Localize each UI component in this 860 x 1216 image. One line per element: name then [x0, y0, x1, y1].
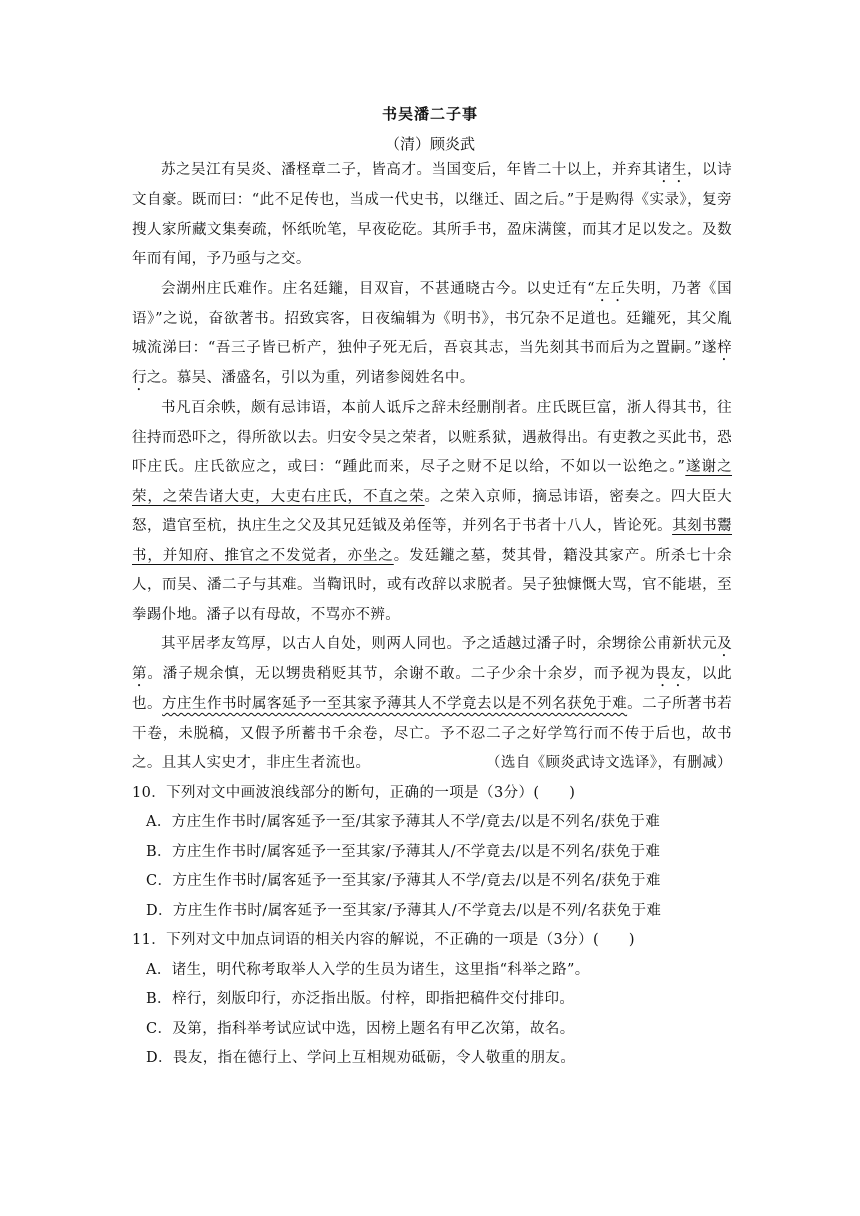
document-author: （清）顾炎武 [384, 135, 475, 153]
text-span: 会湖州庄氏难作。庄名廷鑨，目双盲，不甚通晓古今。以史迁有“ [161, 280, 595, 297]
text-span: 书凡百余帙，颇有忌讳语，本前人诋斥之辞未经删削者。庄氏既巨富，浙人得其书，往往持而恐吓之，得所欲以去。归安令吴之荣者，以赃系狱，遇赦得出。有吏教之买此书，恐吓庄氏。庄氏欲应之，或曰：“踵此而来，尽子之财不足以给，不如以一讼绝之。” [132, 400, 732, 475]
text-span: 之。慕吴、潘盛名，引以为重，列诸参阅姓名中。 [146, 370, 475, 386]
dotted-word-weiyou: 畏友 [655, 666, 687, 682]
option-b: B．方庄生作书时/属客延予一至其家/予薄其人/不学竟去/以是不列名/获免于难 [146, 843, 661, 860]
text-span: 。之荣入京师，摘忌讳语，密奏之。四大臣大怒，遣官至杭，执庄生之父及其兄廷钺及弟侄等，并列名于书者十八人，皆论死。 [132, 488, 732, 534]
dotted-word-zuoqiu: 左丘 [595, 280, 626, 297]
dotted-word-zixing: 梓行 [132, 340, 732, 386]
text-span: 失明，乃著《国语》”之说，奋欲著书。招致宾客，日夜编辑为《明书》，书冗杂不足道也。廷鑨死，其父胤城流涕曰：“吾三子皆已析产，独仲子死无后，吾哀其志，当先刻其书而后为之置嗣。”遂 [132, 280, 732, 356]
document-title: 书吴潘二子事 [381, 105, 478, 123]
paragraph-4 [132, 630, 732, 779]
option-c: C．及第，指科举考试应试中选，因榜上题名有甲乙次第，故名。 [146, 1020, 575, 1037]
text-span: ，以诗文自豪。既而曰：“此不足传也，当成一代史书，以继迁、固之后。”于是购得《实录》，复旁搜人家所藏文集奏疏，怀纸吮笔，早夜矻矻。其所手书，盈床满箧，而其才足以发之。及数年而有闻，予乃亟与之交。 [132, 162, 732, 267]
question-10 [132, 779, 732, 927]
paragraph-1 [132, 156, 732, 275]
option-d: D．畏友，指在德行上、学问上互相规劝砥砺，令人敬重的朋友。 [146, 1050, 576, 1066]
text-span: 。潘子规余慎，无以甥贵稍贬其节，余谢不敢。二子少余十余岁，而予视为 [147, 666, 656, 682]
paragraph-3 [132, 394, 732, 630]
source-citation: （选自《顾炎武诗文选译》，有删减） [485, 755, 732, 771]
question-stem: 10．下列对文中画波浪线部分的断句，正确的一项是（3分）( ) [132, 784, 576, 801]
option-c: C．方庄生作书时/属客延予一至其家/予薄其人不学/竟去/以是不列名/获免于难 [146, 873, 661, 889]
option-d: D．方庄生作书时/属客延予一至其家/予薄其人/不学竟去/以是不列/名获免于难 [146, 902, 662, 919]
underlined-sentence-2: 其刻书鬻书，并知府、推官之不发觉者，亦坐之 [132, 518, 732, 564]
option-a: A．诸生，明代称考取举人入学的生员为诸生，这里指“科举之路”。 [146, 961, 590, 978]
underlined-sentence-1: 遂谢之荣，之荣告诸大吏，大吏右庄氏，不直之荣 [132, 459, 732, 505]
text-span: 苏之吴江有吴炎、潘柽章二子，皆高才。当国变后，年皆二十以上，并弃其 [161, 162, 657, 178]
text-span: ，以此也。 [132, 666, 732, 712]
text-span: 。发廷鑨之墓，焚其骨，籍没其家产。所杀七十余人，而吴、潘二子与其难。当鞫讯时，或有改辞以求脱者。吴子独慷慨大骂，官不能堪，至拳踢仆地。潘子以有母故，不骂亦不辨。 [132, 547, 732, 623]
wavy-underlined-sentence: 方庄生作书时属客延予一至其家予薄其人不学竟去以是不列名获免于难 [162, 696, 628, 712]
dotted-word-jidi: 及第 [132, 636, 732, 682]
option-b: B．梓行，刻版印行，亦泛指出版。付梓，即指把稿件交付排印。 [146, 991, 575, 1007]
question-stem: 11．下列对文中加点词语的相关内容的解说，不正确的一项是（3分）( ) [132, 932, 635, 948]
option-a: A．方庄生作书时/属客延予一至/其家予薄其人不学/竟去/以是不列名/获免于难 [146, 814, 661, 830]
text-span: 其平居孝友笃厚，以古人自处，则两人同也。予之适越过潘子时，余甥徐公甫新状元 [161, 636, 718, 652]
paragraph-2 [132, 275, 732, 395]
question-11 [132, 926, 732, 1074]
dotted-word-zhusheng: 诸生 [656, 162, 688, 178]
text-span: 。二子所著书若干卷，未脱稿，又假予所蓄书千余卷，尽亡。予不忍二子之好学笃行而不传于后也，故书之。且其人实史才，非庄生者流也。 [132, 696, 732, 771]
passage-body [132, 156, 732, 1074]
